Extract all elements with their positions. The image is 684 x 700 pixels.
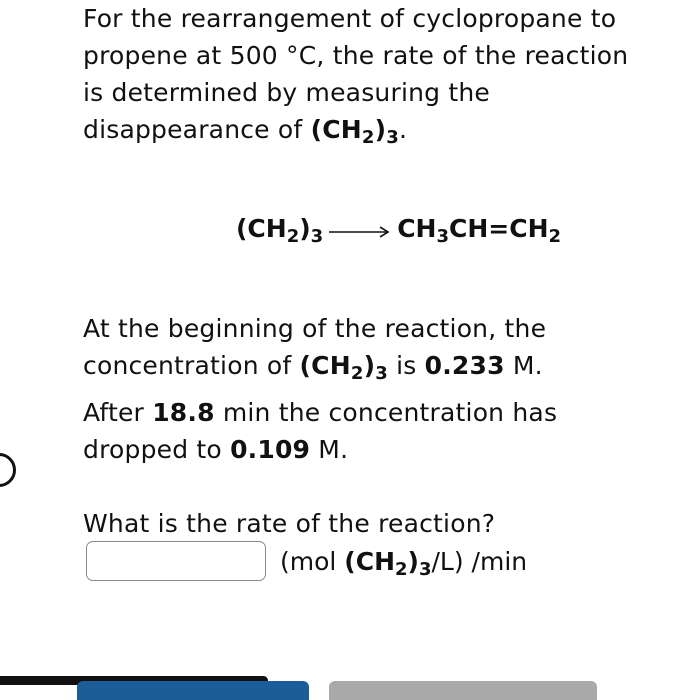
navigation-circle-button[interactable] [0,453,16,487]
question-intro [83,0,643,148]
intro-text: For the rearrangement of cyclopropane to propene at 500 °C, the rate of the reaction is determined by measuring the disappearance of [83,4,629,144]
reaction-arrow-icon [327,222,391,242]
final-concentration-value: 0.109 [230,435,311,464]
initial-formula: $(CH_2)_3$ [299,351,388,385]
intro-period: . [398,115,408,144]
answer-units: (mol $(CH_2)_3/L$) /min [280,546,528,580]
reactant-formula: $(CH_2)_3$ [236,214,324,248]
answer-row [86,541,527,581]
initial-concentration-value: 0.233 [424,351,505,380]
product-formula: $CH_3CH=CH_2$ [397,214,562,248]
rate-answer-input[interactable] [86,541,266,581]
question-prompt: What is the rate of the reaction? [83,509,496,538]
intro-formula: $(CH_2)_3$ [310,115,399,149]
submit-button[interactable] [77,681,309,700]
initial-concentration-text: At the beginning of the reaction, the concentration of $(CH_2)_3$ is 0.233 M. [83,314,547,385]
final-concentration-text: After 18.8 min the concentration has dropped to 0.109 M. [83,398,558,464]
elapsed-time-value: 18.8 [152,398,215,427]
reaction-equation [236,209,561,249]
secondary-button[interactable] [329,681,597,700]
